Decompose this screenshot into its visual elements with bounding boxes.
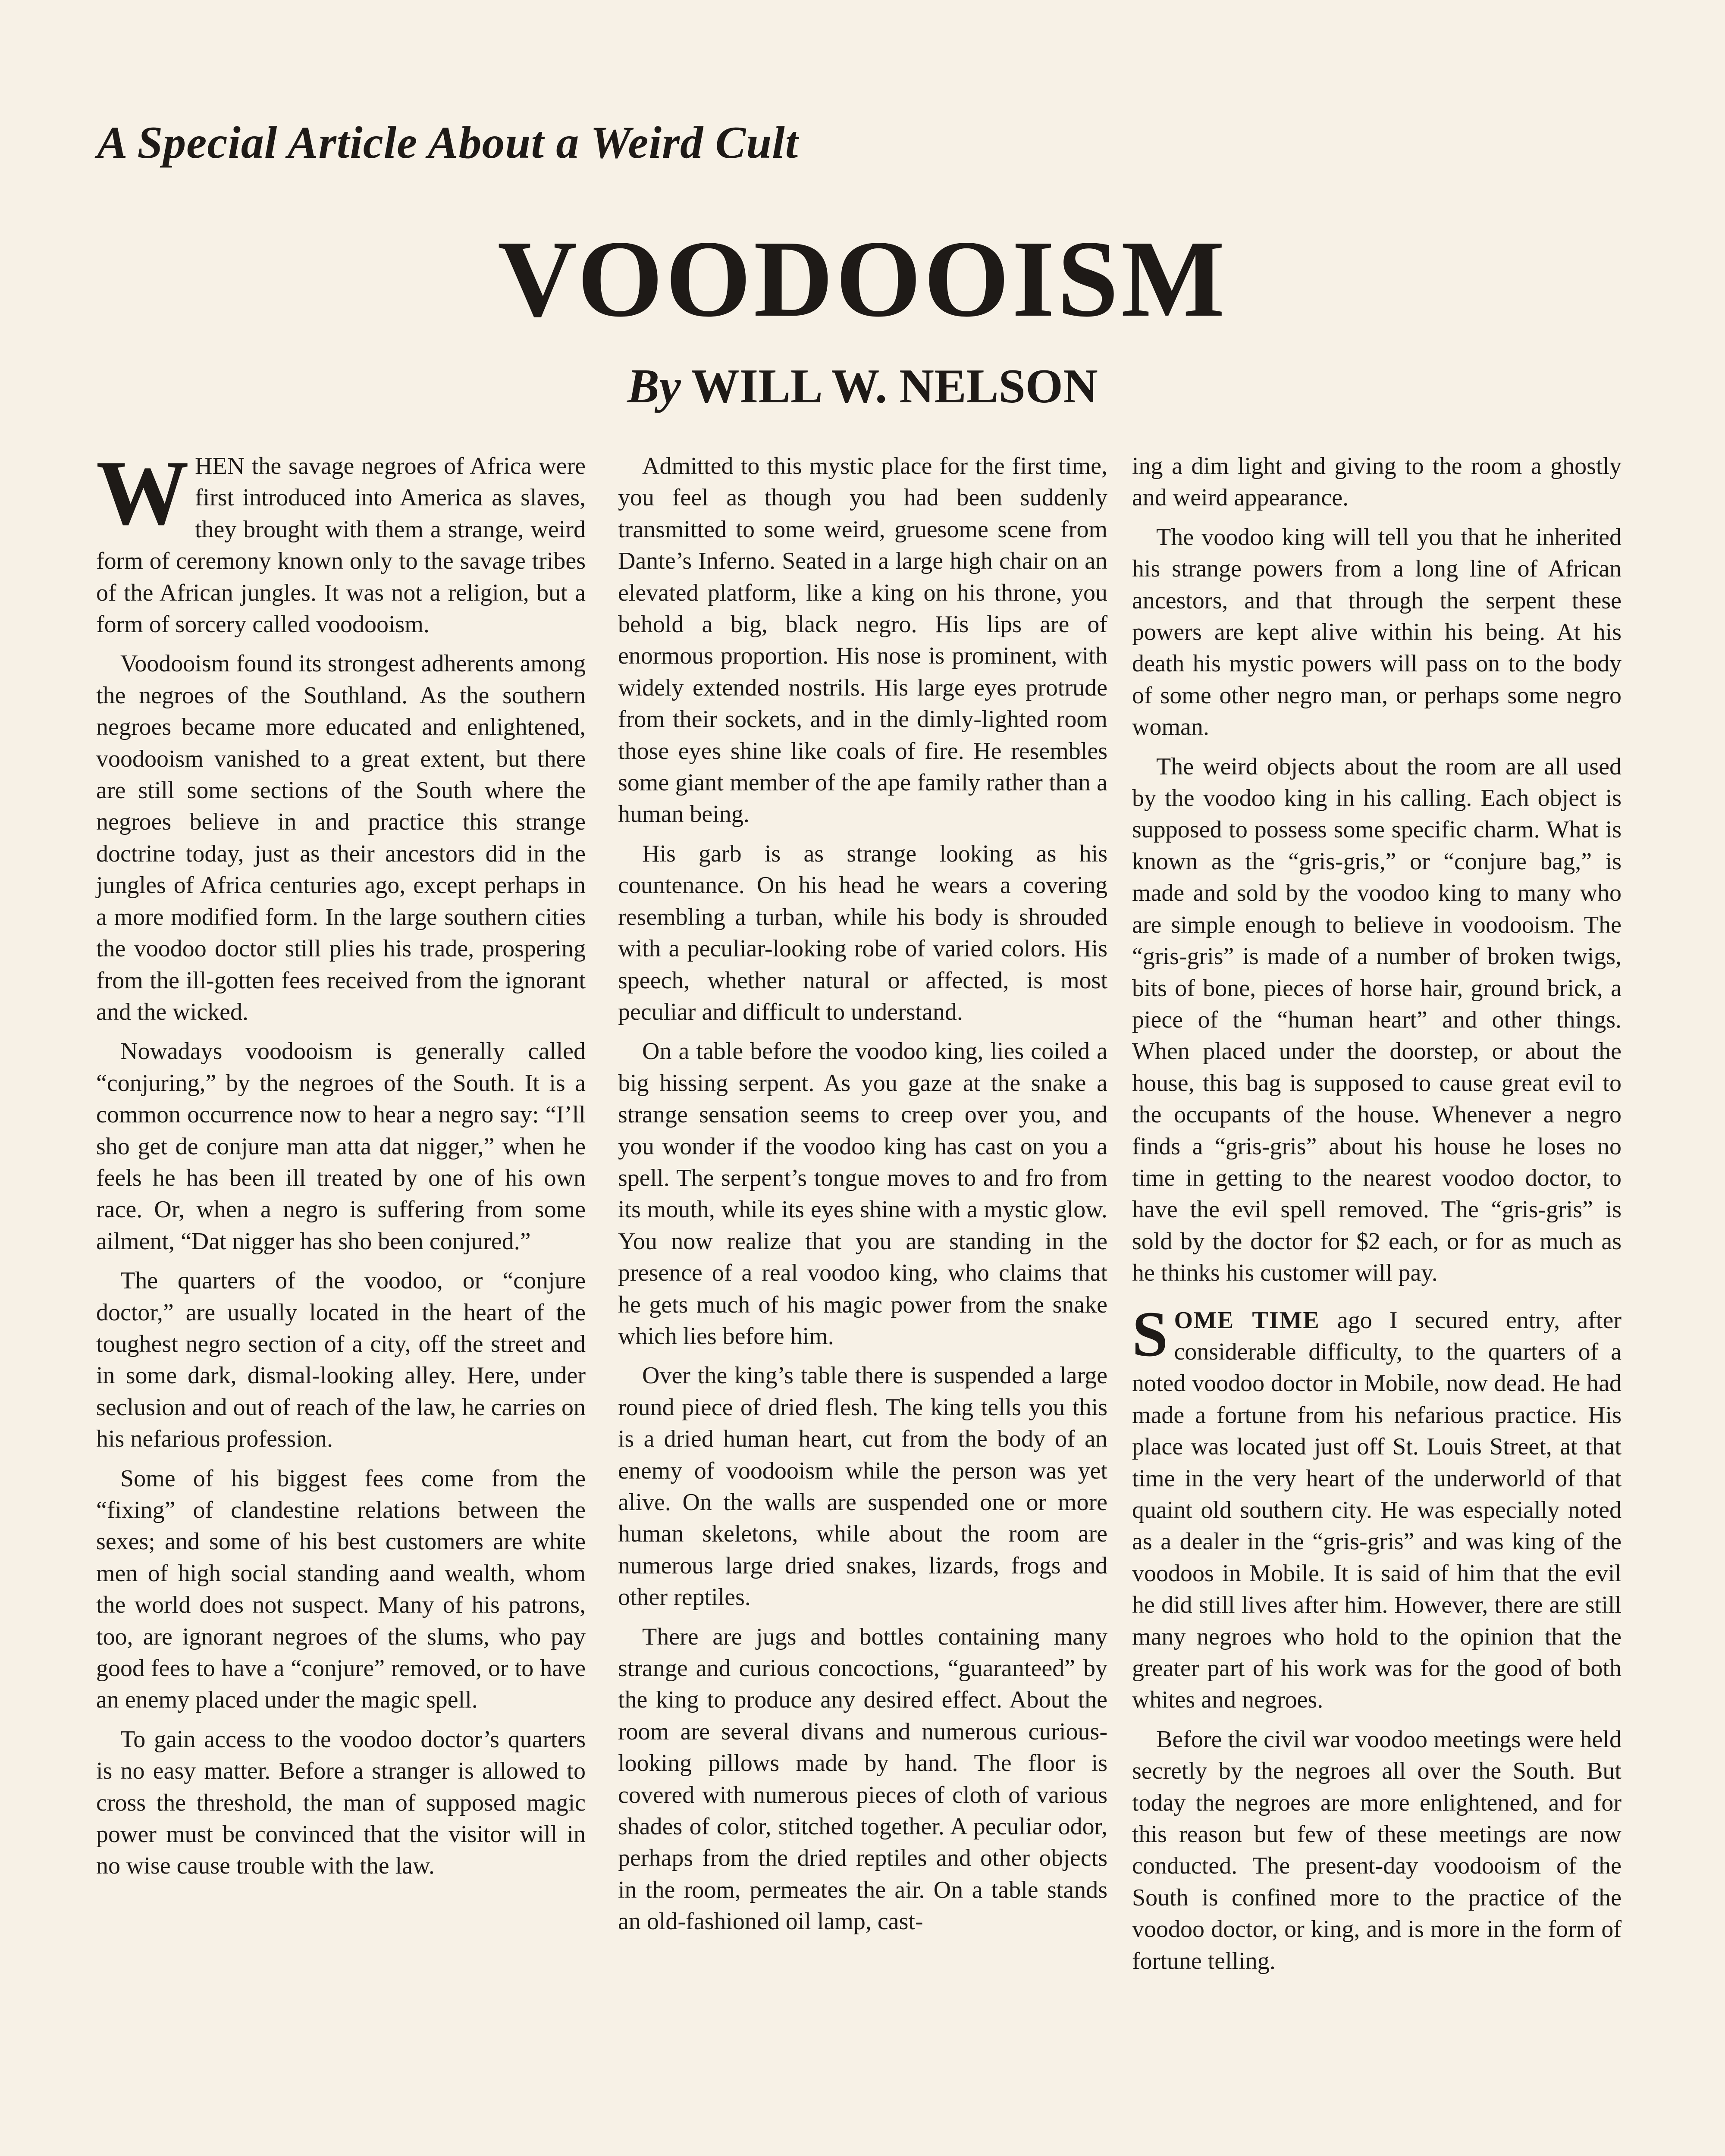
paragraph: [96, 441, 586, 640]
paragraph-text: ago I secured entry, after considerable difficulty, to the quarters of a noted voodoo doctor in Mobile, now dead. He had made a fortune from his nefarious practice. His place was located just off St. Louis Street, at that time in the very heart of the underworld of that quaint old southern city. He was especially noted as a dealer in the “gris-gris” and was king of the voodoos in Mobile. It is said of him that the evil he did still lives after him. However, there are still many negroes who hold to the opinion that the greater part of his work was for the good of both whites and negroes.: [1132, 1307, 1622, 1714]
paragraph: The quarters of the voodoo, or “conjure doctor,” are usually located in the heart of the toughest negro section of a city, off the street and in some dark, dismal-looking alley. Here, under seclusion and out of reach of the law, he carries on his nefarious profession.: [96, 1267, 586, 1453]
article-title: VOODOOISM: [497, 218, 1228, 340]
section-2-paragraph: [1132, 1298, 1622, 1716]
paragraph: Before the civil war voodoo meetings were held secretly by the negroes all over the South. But today the negroes are more enlightened, and for this reason but few of these meetings are now conducted. The present-day voodooism of the South is confined more to the practice of the voodoo doctor, or king, and is more in the form of fortune telling.: [1132, 1726, 1622, 1974]
paragraph-text: HEN the savage negroes of Africa were first introduced into America as slaves, they brought with them a strange, weird form of ceremony known only to the savage tribes of the African jungles. It was not a religion, but a form of sorcery called voodooism.: [96, 453, 586, 638]
column-2: [618, 451, 1107, 1946]
paragraph: To gain access to the voodoo doctor’s quarters is no easy matter. Before a stranger is allowed to cross the threshold, the man of supposed magic power must be convinced that the visitor will in no wise cause trouble with the law.: [96, 1726, 586, 1880]
paragraph: On a table before the voodoo king, lies coiled a big hissing serpent. As you gaze at the snake a strange sensation seems to creep over you, and you wonder if the voodoo king has cast on you a spell. The serpent’s tongue moves to and fro from its mouth, while its eyes shine with a mystic glow. You now realize that you are standing in the presence of a real voodoo king, who claims that he gets much of his magic power from the snake which lies before him.: [618, 1038, 1107, 1350]
paragraph: His garb is as strange looking as his countenance. On his head he wears a covering resembling a turban, while his body is shrouded with a peculiar-looking robe of varied colors. His speech, whether natural or affected, is most peculiar and difficult to understand.: [618, 840, 1107, 1025]
paragraph: Nowadays voodooism is generally called “conjuring,” by the negroes of the South. It is a common occurrence now to hear a negro say: “I’ll sho get de conjure man atta dat nigger,” when he feels he has been ill treated by one of his own race. Or, when a negro is suffering from some ailment, “Dat nigger has sho been conjured.”: [96, 1038, 586, 1255]
paragraph: Voodooism found its strongest adherents among the negroes of the Southland. As the southern negroes became more educated and enlightened, voodooism vanished to a great extent, but there are still some sections of the South where the negroes believe in and practice this strange doctrine today, just as their ancestors did in the jungles of Africa centuries ago, except perhaps in a more modified form. In the large southern cities the voodoo doctor still plies his trade, prospering from the ill-gotten fees received from the ignorant and the wicked.: [96, 650, 586, 1025]
column-1: [96, 441, 586, 1890]
drop-cap: S: [1132, 1298, 1168, 1370]
byline: [0, 362, 1725, 411]
section-lead: OME TIME: [1174, 1307, 1320, 1334]
paragraph: Over the king’s table there is suspended a large round piece of dried flesh. The king tells you this is a dried human heart, cut from the body of an enemy of voodooism while the person was yet alive. On the walls are suspended one or more human skeletons, while about the room are numerous large dried snakes, lizards, frogs and other reptiles.: [618, 1362, 1107, 1611]
byline-by: By: [627, 360, 681, 413]
paragraph: There are jugs and bottles containing many strange and curious concoctions, “guaranteed” by the king to produce any desired effect. About the room are several divans and numerous curious-looking pillows made by hand. The floor is covered with numerous pieces of cloth of various shades of color, stitched together. A peculiar odor, perhaps from the dried reptiles and other objects in the room, permeates the air. On a table stands an old-fashioned oil lamp, cast-: [618, 1623, 1107, 1935]
article-kicker: A Special Article About a Weird Cult: [97, 117, 799, 168]
drop-cap: W: [96, 441, 189, 544]
column-3: [1132, 451, 1622, 1985]
paragraph: The weird objects about the room are all used by the voodoo king in his calling. Each object is supposed to possess some specific charm. What is known as the “gris-gris,” or “conjure bag,” is made and sold by the voodoo king to many who are simple enough to believe in voodooism. The “gris-gris” is made of a number of broken twigs, bits of bone, pieces of horse hair, ground brick, a piece of the “human heart” and other things. When placed under the doorstep, or about the house, this bag is supposed to cause great evil to the occupants of the house. Whenever a negro finds a “gris-gris” about his house he loses no time in getting to the nearest voodoo doctor, to have the evil spell removed. The “gris-gris” is sold by the doctor for $2 each, or for as much as he thinks his customer will pay.: [1132, 753, 1622, 1287]
paragraph: ing a dim light and giving to the room a ghostly and weird appearance.: [1132, 453, 1622, 511]
paragraph: The voodoo king will tell you that he inherited his strange powers from a long line of African ancestors, and that through the serpent these powers are kept alive within his being. At his death his mystic powers will pass on to the body of some other negro man, or perhaps some negro woman.: [1132, 523, 1622, 741]
paragraph: Admitted to this mystic place for the first time, you feel as though you had been suddenly transmitted to some weird, gruesome scene from Dante’s Inferno. Seated in a large high chair on an elevated platform, like a king on his throne, you behold a big, black negro. His lips are of enormous proportion. His nose is prominent, with widely extended nostrils. His large eyes protrude from their sockets, and in the dimly-lighted room those eyes shine like coals of fire. He resembles some giant member of the ape family rather than a human being.: [618, 453, 1107, 828]
byline-author: WILL W. NELSON: [691, 360, 1098, 413]
paragraph: Some of his biggest fees come from the “fixing” of clandestine relations between the sexes; and some of his best customers are white men of high social standing aand wealth, whom the world does not suspect. Many of his patrons, too, are ignorant negroes of the slums, who pay good fees to have a “conjure” removed, or to have an enemy placed under the magic spell.: [96, 1465, 586, 1714]
